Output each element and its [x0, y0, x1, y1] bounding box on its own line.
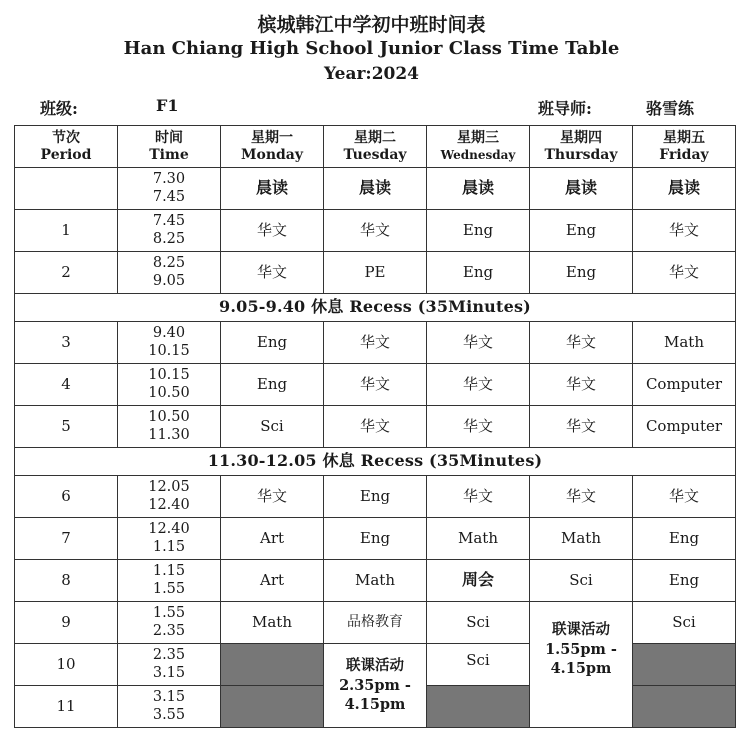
tuesday-cell: Eng — [324, 476, 427, 518]
recess-row — [15, 448, 736, 476]
wednesday-cell: Eng — [427, 252, 530, 294]
header-period: 节次 Period — [15, 126, 118, 168]
class-value: F1 — [156, 96, 179, 115]
thursday-cell: Eng — [530, 210, 633, 252]
year-label: Year:2024 — [323, 64, 420, 84]
monday-cell: Math — [221, 602, 324, 644]
wednesday-cell: 华文 — [427, 322, 530, 364]
table-row — [15, 602, 736, 644]
class-label: 班级: — [40, 99, 78, 118]
monday-cell: 华文 — [221, 210, 324, 252]
friday-cell: 晨读 — [633, 168, 736, 210]
wednesday-cell: Math — [427, 518, 530, 560]
teacher-value: 骆雪练 — [646, 99, 695, 118]
period-cell: 4 — [15, 364, 118, 406]
wednesday-cell: 周会 — [427, 560, 530, 602]
recess-banner: 11.30-12.05 休息 Recess (35Minutes) — [15, 448, 736, 476]
thursday-cell: 晨读 — [530, 168, 633, 210]
period-cell: 2 — [15, 252, 118, 294]
period-cell — [15, 168, 118, 210]
thursday-cell: 华文 — [530, 406, 633, 448]
wednesday-cell: Sci — [427, 602, 530, 644]
table-row — [15, 406, 736, 448]
thursday-cell: 华文 — [530, 322, 633, 364]
header-row — [15, 126, 736, 168]
time-cell: 12.40 1.15 — [118, 518, 221, 560]
header-thursday: 星期四 Thursday — [530, 126, 633, 168]
wednesday-cell: 华文 — [427, 476, 530, 518]
friday-cell: Sci — [633, 602, 736, 644]
tuesday-cell: Eng — [324, 518, 427, 560]
tuesday-cell: 华文 — [324, 322, 427, 364]
friday-cell: Math — [633, 322, 736, 364]
header-tuesday: 星期二 Tuesday — [324, 126, 427, 168]
monday-empty-cell — [221, 686, 324, 728]
thursday-cell: Math — [530, 518, 633, 560]
title-english: Han Chiang High School Junior Class Time Table — [123, 38, 620, 59]
tuesday-cell: 品格教育 — [324, 602, 427, 644]
time-cell: 8.25 9.05 — [118, 252, 221, 294]
time-cell: 7.30 7.45 — [118, 168, 221, 210]
wednesday-cell: 晨读 — [427, 168, 530, 210]
wednesday-cell: Eng — [427, 210, 530, 252]
monday-cell: Sci — [221, 406, 324, 448]
time-cell: 10.50 11.30 — [118, 406, 221, 448]
tuesday-activity-cell: 联课活动 2.35pm - 4.15pm — [324, 644, 427, 728]
friday-cell: 华文 — [633, 476, 736, 518]
friday-cell: 华文 — [633, 252, 736, 294]
thursday-cell: Sci — [530, 560, 633, 602]
tuesday-cell: PE — [324, 252, 427, 294]
wednesday-cell: 华文 — [427, 406, 530, 448]
time-cell: 3.15 3.55 — [118, 686, 221, 728]
monday-cell: 华文 — [221, 252, 324, 294]
table-row — [15, 560, 736, 602]
recess-banner: 9.05-9.40 休息 Recess (35Minutes) — [15, 294, 736, 322]
time-cell: 2.35 3.15 — [118, 644, 221, 686]
thursday-cell: 华文 — [530, 364, 633, 406]
period-cell: 8 — [15, 560, 118, 602]
tuesday-cell: 华文 — [324, 210, 427, 252]
monday-cell: Art — [221, 560, 324, 602]
time-cell: 10.15 10.50 — [118, 364, 221, 406]
thursday-cell: 华文 — [530, 476, 633, 518]
time-cell: 1.55 2.35 — [118, 602, 221, 644]
thursday-cell: Eng — [530, 252, 633, 294]
tuesday-cell: 晨读 — [324, 168, 427, 210]
monday-cell: 华文 — [221, 476, 324, 518]
friday-cell: Eng — [633, 560, 736, 602]
time-cell: 1.15 1.55 — [118, 560, 221, 602]
wednesday-cell: Sci — [427, 644, 530, 686]
tuesday-cell: 华文 — [324, 406, 427, 448]
wednesday-empty-cell — [427, 686, 530, 728]
period-cell: 9 — [15, 602, 118, 644]
period-cell: 3 — [15, 322, 118, 364]
monday-cell: Eng — [221, 322, 324, 364]
title-chinese: 槟城韩江中学初中班时间表 — [257, 14, 486, 36]
period-cell: 11 — [15, 686, 118, 728]
table-row — [15, 364, 736, 406]
recess-row — [15, 294, 736, 322]
period-cell: 5 — [15, 406, 118, 448]
period-cell: 7 — [15, 518, 118, 560]
table-row — [15, 322, 736, 364]
header-friday: 星期五 Friday — [633, 126, 736, 168]
teacher-label: 班导师: — [538, 99, 592, 118]
header-monday: 星期一 Monday — [221, 126, 324, 168]
monday-cell: 晨读 — [221, 168, 324, 210]
friday-cell: Eng — [633, 518, 736, 560]
time-cell: 9.40 10.15 — [118, 322, 221, 364]
period-cell: 6 — [15, 476, 118, 518]
period-cell: 10 — [15, 644, 118, 686]
monday-cell: Eng — [221, 364, 324, 406]
friday-empty-cell — [633, 644, 736, 686]
timetable — [14, 125, 736, 728]
table-row — [15, 518, 736, 560]
time-cell: 7.45 8.25 — [118, 210, 221, 252]
time-cell: 12.05 12.40 — [118, 476, 221, 518]
friday-cell: Computer — [633, 364, 736, 406]
header-wednesday: 星期三 Wednesday — [427, 126, 530, 168]
tuesday-cell: Math — [324, 560, 427, 602]
tuesday-cell: 华文 — [324, 364, 427, 406]
wednesday-cell: 华文 — [427, 364, 530, 406]
monday-empty-cell — [221, 644, 324, 686]
table-row — [15, 252, 736, 294]
thursday-activity-cell: 联课活动 1.55pm - 4.15pm — [530, 602, 633, 728]
friday-cell: 华文 — [633, 210, 736, 252]
header-time: 时间 Time — [118, 126, 221, 168]
table-row — [15, 210, 736, 252]
table-row — [15, 168, 736, 210]
friday-cell: Computer — [633, 406, 736, 448]
period-cell: 1 — [15, 210, 118, 252]
friday-empty-cell — [633, 686, 736, 728]
table-row — [15, 476, 736, 518]
monday-cell: Art — [221, 518, 324, 560]
